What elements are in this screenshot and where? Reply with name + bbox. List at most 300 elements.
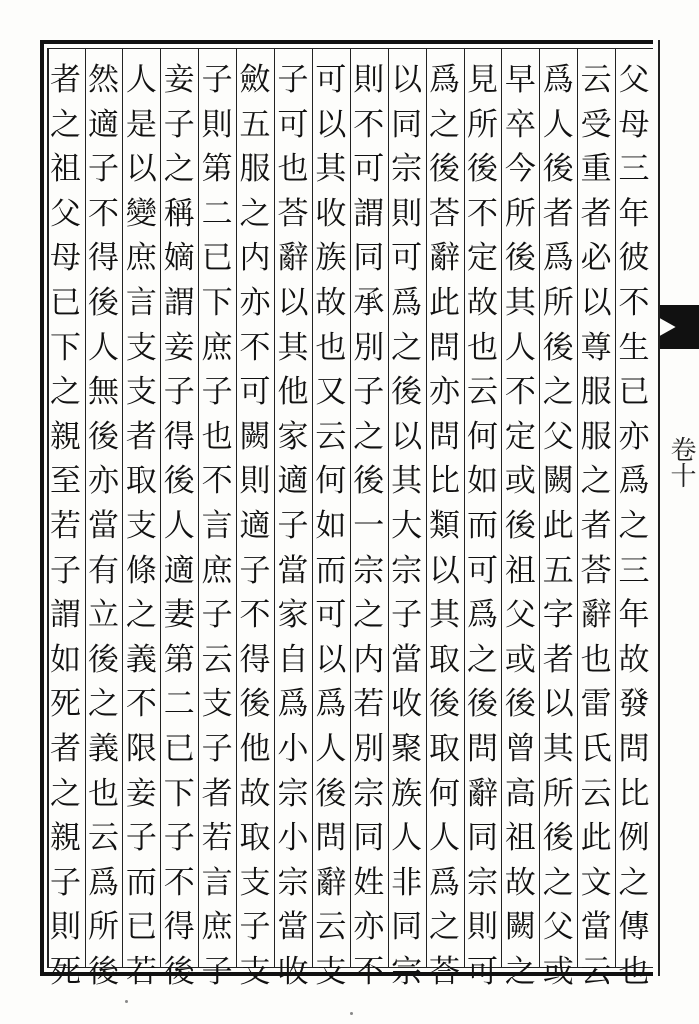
column-rule [350,48,351,968]
glyph: 已 [125,909,157,946]
glyph: 支 [201,686,233,723]
glyph: 如 [50,641,82,678]
glyph: 云 [315,909,347,946]
glyph: 宗 [277,864,309,901]
glyph: 族 [391,775,423,812]
glyph: 子 [201,62,233,98]
text-column [464,58,502,990]
glyph: 雷 [580,686,612,723]
glyph: 後 [542,329,574,366]
glyph: 之 [504,953,536,990]
glyph: 辭 [429,240,461,277]
column-rule [501,48,502,968]
glyph: 義 [125,641,157,678]
glyph: 所 [504,195,536,232]
glyph: 子 [277,507,309,544]
glyph: 父 [618,62,650,98]
glyph: 荅 [429,195,461,232]
glyph: 取 [429,730,461,767]
glyph: 之 [87,686,119,723]
glyph: 適 [277,463,309,500]
glyph: 變 [125,195,157,232]
glyph: 妾 [163,329,195,366]
text-column [122,58,160,990]
glyph: 後 [504,686,536,723]
glyph: 也 [201,418,233,455]
text-column [388,58,426,990]
glyph: 不 [125,686,157,723]
glyph: 故 [315,284,347,321]
glyph: 後 [391,374,423,411]
glyph: 子 [163,374,195,411]
glyph: 云 [201,641,233,678]
column-rule [615,48,616,968]
glyph: 定 [504,418,536,455]
glyph: 之 [618,864,650,901]
glyph: 而 [315,552,347,589]
glyph: 人 [429,820,461,857]
glyph: 不 [201,463,233,500]
glyph: 問 [466,730,498,767]
glyph: 支 [125,374,157,411]
glyph: 父 [50,195,82,232]
glyph: 是 [125,106,157,143]
glyph: 云 [466,374,498,411]
glyph: 以 [391,62,423,98]
glyph: 之 [391,329,423,366]
glyph: 當 [87,507,119,544]
glyph: 後 [163,463,195,500]
glyph: 發 [618,686,650,723]
glyph: 之 [429,909,461,946]
glyph: 比 [429,463,461,500]
glyph: 後 [429,151,461,188]
glyph: 無 [87,374,119,411]
glyph: 言 [201,507,233,544]
glyph: 故 [618,641,650,678]
glyph: 今 [504,151,536,188]
glyph: 第 [163,641,195,678]
glyph: 爲 [542,62,574,98]
glyph: 云 [87,820,119,857]
glyph: 問 [429,418,461,455]
glyph: 問 [315,820,347,857]
glyph: 傳 [618,909,650,946]
glyph: 大 [391,507,423,544]
glyph: 此 [542,507,574,544]
glyph: 親 [50,418,82,455]
glyph: 子 [201,597,233,634]
glyph: 當 [277,552,309,589]
margin-rule [658,40,660,976]
glyph: 二 [163,686,195,723]
glyph: 如 [466,463,498,500]
glyph: 子 [201,953,233,990]
glyph: 人 [315,730,347,767]
glyph: 荅 [429,953,461,990]
column-rule [274,48,275,968]
glyph: 同 [466,820,498,857]
glyph: 子 [163,106,195,143]
glyph: 比 [618,775,650,812]
glyph: 云 [315,418,347,455]
text-column [615,58,653,990]
glyph: 所 [466,106,498,143]
glyph: 其 [504,284,536,321]
glyph: 或 [504,463,536,500]
glyph: 之 [580,463,612,500]
glyph: 之 [542,374,574,411]
glyph: 立 [87,597,119,634]
glyph: 父 [542,909,574,946]
glyph: 可 [239,374,271,411]
glyph: 子 [391,597,423,634]
glyph: 聚 [391,730,423,767]
glyph: 謂 [353,195,385,232]
glyph: 謂 [163,284,195,321]
glyph: 三 [618,151,650,188]
glyph: 荅 [277,195,309,232]
glyph: 爲 [315,686,347,723]
glyph: 得 [163,909,195,946]
glyph: 子 [125,820,157,857]
glyph: 小 [277,730,309,767]
glyph: 爲 [618,463,650,500]
glyph: 此 [429,284,461,321]
column-rule [426,48,427,968]
glyph: 得 [87,240,119,277]
glyph: 者 [50,62,82,98]
glyph: 所 [87,909,119,946]
glyph: 其 [315,151,347,188]
glyph: 生 [618,329,650,366]
glyph: 同 [353,820,385,857]
glyph: 別 [353,730,385,767]
glyph: 妻 [163,597,195,634]
glyph: 承 [353,284,385,321]
glyph: 之 [239,195,271,232]
text-column [501,58,539,990]
glyph: 爲 [542,240,574,277]
column-rule [236,48,237,968]
glyph: 闕 [504,909,536,946]
glyph: 以 [391,418,423,455]
glyph: 死 [50,953,82,990]
glyph: 或 [542,953,574,990]
glyph: 妾 [125,775,157,812]
glyph: 内 [353,641,385,678]
glyph: 二 [201,195,233,232]
glyph: 宗 [353,552,385,589]
glyph: 子 [50,864,82,901]
glyph: 可 [466,552,498,589]
glyph: 當 [580,909,612,946]
glyph: 卒 [504,106,536,143]
glyph: 人 [87,329,119,366]
glyph: 其 [277,329,309,366]
glyph: 人 [504,329,536,366]
glyph: 荅 [580,552,612,589]
text-column [577,58,615,990]
glyph: 言 [125,284,157,321]
glyph: 斂 [239,62,271,98]
glyph: 宗 [391,953,423,990]
glyph: 庶 [201,329,233,366]
glyph: 之 [353,418,385,455]
glyph: 以 [542,686,574,723]
glyph: 條 [125,552,157,589]
glyph: 同 [353,240,385,277]
glyph: 而 [466,507,498,544]
text-column [350,58,388,990]
glyph: 宗 [466,864,498,901]
glyph: 非 [391,864,423,901]
paper-speck [350,1012,353,1015]
glyph: 爲 [391,284,423,321]
glyph: 服 [239,151,271,188]
glyph: 母 [50,240,82,277]
glyph: 可 [277,106,309,143]
glyph: 何 [315,463,347,500]
glyph: 取 [429,641,461,678]
glyph: 後 [542,820,574,857]
glyph: 以 [125,151,157,188]
glyph: 所 [542,284,574,321]
glyph: 例 [618,820,650,857]
glyph: 父 [504,597,536,634]
column-rule [198,48,199,968]
glyph: 者 [50,730,82,767]
glyph: 爲 [429,62,461,98]
glyph: 者 [580,195,612,232]
glyph: 謂 [50,597,82,634]
column-rule [464,48,465,968]
glyph: 其 [542,730,574,767]
glyph: 若 [201,820,233,857]
glyph: 子 [353,374,385,411]
glyph: 闕 [239,418,271,455]
text-column [539,58,577,990]
glyph: 之 [50,106,82,143]
glyph: 年 [618,597,650,634]
text-column [160,58,198,990]
glyph: 母 [618,106,650,143]
glyph: 後 [315,775,347,812]
glyph: 人 [125,62,157,98]
glyph: 子 [239,552,271,589]
glyph: 也 [315,329,347,366]
column-rule [47,48,48,968]
column-rule [312,48,313,968]
glyph: 宗 [277,775,309,812]
glyph: 後 [542,151,574,188]
glyph: 文 [580,864,612,901]
glyph: 此 [580,820,612,857]
glyph: 見 [466,62,498,98]
glyph: 可 [353,151,385,188]
glyph: 亦 [618,418,650,455]
glyph: 子 [277,62,309,98]
glyph: 妾 [163,62,195,98]
glyph: 之 [353,597,385,634]
glyph: 則 [466,909,498,946]
glyph: 者 [125,418,157,455]
glyph: 人 [542,106,574,143]
glyph: 所 [542,775,574,812]
glyph: 後 [466,151,498,188]
glyph: 後 [163,953,195,990]
glyph: 人 [163,507,195,544]
glyph: 辭 [315,864,347,901]
glyph: 當 [277,909,309,946]
glyph: 亦 [87,463,119,500]
glyph: 尊 [580,329,612,366]
glyph: 後 [87,284,119,321]
glyph: 辭 [466,775,498,812]
glyph: 以 [315,106,347,143]
glyph: 後 [504,240,536,277]
glyph: 如 [315,507,347,544]
glyph: 義 [87,730,119,767]
glyph: 三 [618,552,650,589]
glyph: 得 [239,641,271,678]
glyph: 則 [201,106,233,143]
glyph: 重 [580,151,612,188]
glyph: 族 [315,240,347,277]
glyph: 父 [542,418,574,455]
glyph: 人 [391,820,423,857]
glyph: 而 [125,864,157,901]
glyph: 支 [125,507,157,544]
glyph: 若 [353,686,385,723]
column-rule [577,48,578,968]
glyph: 然 [87,62,119,98]
glyph: 同 [391,106,423,143]
glyph: 者 [542,641,574,678]
glyph: 亦 [429,374,461,411]
glyph: 收 [315,195,347,232]
glyph: 爲 [466,597,498,634]
glyph: 言 [201,864,233,901]
glyph: 祖 [504,552,536,589]
glyph: 子 [201,374,233,411]
glyph: 下 [50,329,82,366]
glyph: 不 [504,374,536,411]
glyph: 已 [163,730,195,767]
text-column [426,58,464,990]
glyph: 姓 [353,864,385,901]
column-rule [85,48,86,968]
text-column [312,58,350,990]
glyph: 死 [50,686,82,723]
glyph: 亦 [239,284,271,321]
glyph: 以 [429,552,461,589]
glyph: 小 [277,820,309,857]
glyph: 問 [618,730,650,767]
glyph: 子 [239,909,271,946]
glyph: 後 [87,418,119,455]
glyph: 可 [391,240,423,277]
text-column [236,58,274,990]
glyph: 故 [504,864,536,901]
glyph: 不 [466,195,498,232]
glyph: 者 [542,195,574,232]
glyph: 者 [201,775,233,812]
glyph: 也 [466,329,498,366]
text-column [198,58,236,990]
glyph: 何 [466,418,498,455]
glyph: 親 [50,820,82,857]
glyph: 若 [125,953,157,990]
glyph: 五 [239,106,271,143]
glyph: 收 [277,953,309,990]
glyph: 云 [580,953,612,990]
glyph: 收 [391,686,423,723]
column-rule [122,48,123,968]
glyph: 則 [353,62,385,98]
glyph: 爲 [429,864,461,901]
glyph: 必 [580,240,612,277]
glyph: 曾 [504,730,536,767]
glyph: 他 [239,730,271,767]
glyph: 之 [466,641,498,678]
glyph: 同 [391,909,423,946]
glyph: 後 [87,953,119,990]
glyph: 子 [87,151,119,188]
glyph: 支 [239,864,271,901]
glyph: 之 [163,151,195,188]
glyph: 取 [125,463,157,500]
glyph: 得 [163,418,195,455]
glyph: 後 [429,686,461,723]
glyph: 字 [542,597,574,634]
glyph: 故 [239,775,271,812]
glyph: 之 [50,775,82,812]
glyph: 至 [50,463,82,500]
chapter-margin-label: 卷十 [666,436,696,488]
glyph: 氏 [580,730,612,767]
glyph: 不 [87,195,119,232]
glyph: 也 [580,641,612,678]
glyph: 限 [125,730,157,767]
glyph: 後 [353,463,385,500]
glyph: 宗 [391,151,423,188]
glyph: 支 [315,953,347,990]
glyph: 庶 [125,240,157,277]
glyph: 以 [315,641,347,678]
glyph: 後 [239,686,271,723]
glyph: 問 [429,329,461,366]
glyph: 受 [580,106,612,143]
glyph: 則 [50,909,82,946]
glyph: 亦 [353,909,385,946]
glyph: 則 [239,463,271,500]
glyph: 則 [391,195,423,232]
glyph: 之 [429,106,461,143]
glyph: 不 [239,597,271,634]
glyph: 別 [353,329,385,366]
glyph: 五 [542,552,574,589]
text-column [274,58,312,990]
glyph: 庶 [201,552,233,589]
glyph: 辭 [580,597,612,634]
glyph: 後 [87,641,119,678]
glyph: 者 [580,507,612,544]
glyph: 下 [163,775,195,812]
text-column [85,58,123,990]
glyph: 適 [87,106,119,143]
glyph: 何 [429,775,461,812]
